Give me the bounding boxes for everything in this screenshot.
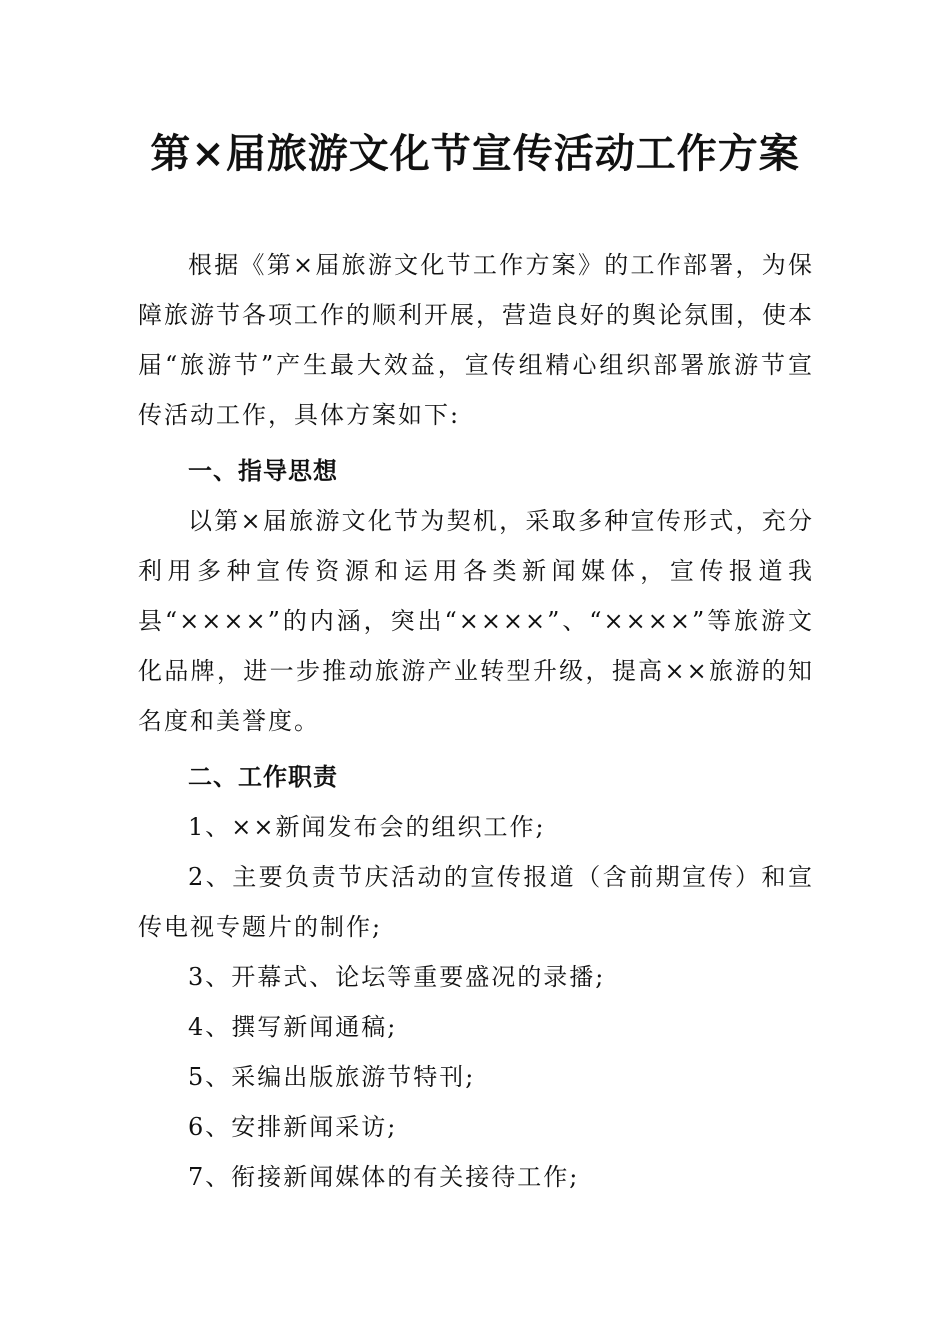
list-item: 2、主要负责节庆活动的宣传报道（含前期宣传）和宣传电视专题片的制作; xyxy=(138,863,814,941)
guiding-ideology-paragraph: 以第×届旅游文化节为契机，采取多种宣传形式，充分利用多种宣传资源和运用各类新闻媒体，宣传报道我县“××××”的内涵，突出“××××”、“××××”等旅游文化品牌，进一步推动旅游产业转型升级，提高××旅游的知名度和美誉度。 xyxy=(138,507,814,735)
list-item: 4、撰写新闻通稿; xyxy=(188,1013,398,1041)
list-item: 7、衔接新闻媒体的有关接待工作; xyxy=(188,1163,580,1191)
intro-paragraph: 根据《第×届旅游文化节工作方案》的工作部署，为保障旅游节各项工作的顺利开展，营造良好的舆论氛围，使本届“旅游节”产生最大效益，宣传组精心组织部署旅游节宣传活动工作，具体方案如下: xyxy=(138,251,814,429)
list-item: 3、开幕式、论坛等重要盛况的录播; xyxy=(188,963,606,991)
list-item: 6、安排新闻采访; xyxy=(188,1113,398,1141)
list-item: 5、采编出版旅游节特刊; xyxy=(188,1063,476,1091)
document-title: 第×届旅游文化节宣传活动工作方案 xyxy=(150,130,800,177)
section-heading-guiding-ideology: 一、指导思想 xyxy=(188,457,338,485)
list-item: 1、××新闻发布会的组织工作; xyxy=(188,813,546,841)
section-heading-responsibilities: 二、工作职责 xyxy=(188,763,338,791)
document-body xyxy=(138,240,814,1202)
